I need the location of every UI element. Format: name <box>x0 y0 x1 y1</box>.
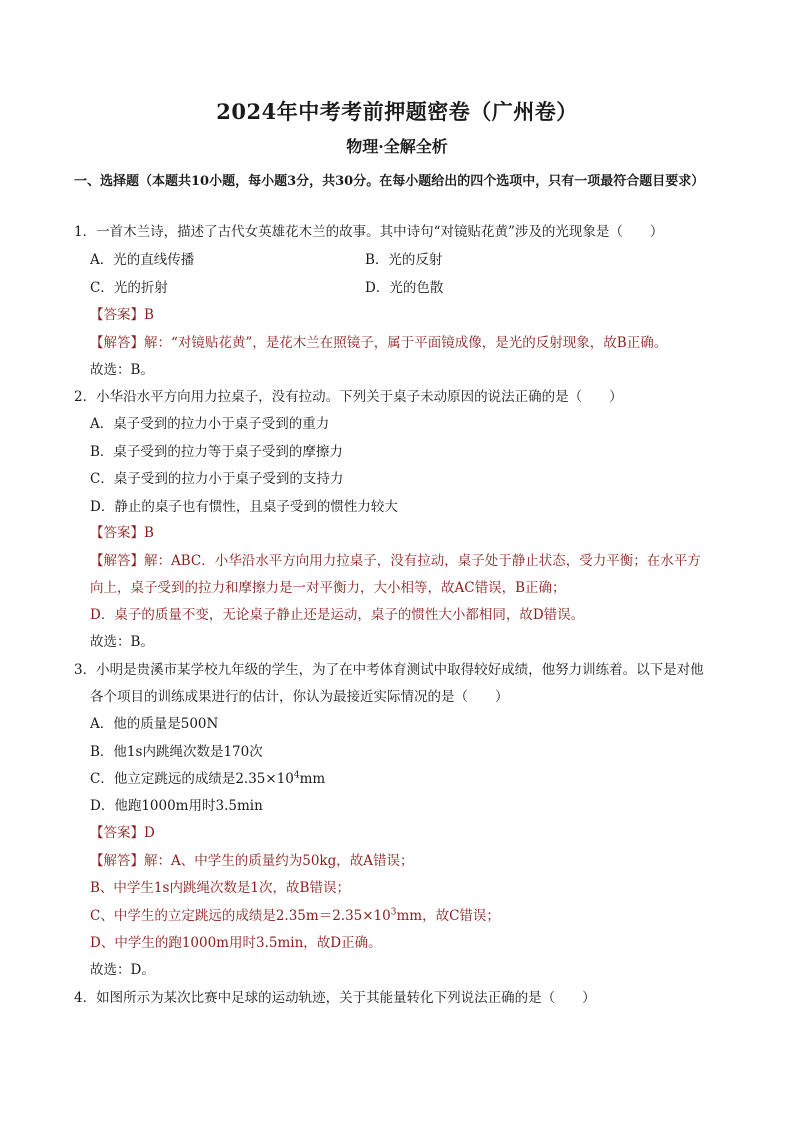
q2-stem: 2．小华沿水平方向用力拉桌子，没有拉动。下列关于桌子未动原因的说法正确的是（ ） <box>74 389 623 405</box>
q4-stem: 4．如图所示为某次比赛中足球的运动轨迹，关于其能量转化下列说法正确的是（ ） <box>74 990 596 1006</box>
q1-option-b: B．光的反射 <box>365 252 443 268</box>
q2-option-b: B．桌子受到的拉力等于桌子受到的摩擦力 <box>90 444 343 460</box>
page-subtitle: 物理·全解全析 <box>346 137 448 156</box>
q2-option-c: C．桌子受到的拉力小于桌子受到的支持力 <box>90 471 344 487</box>
q1-option-a: A．光的直线传播 <box>90 252 195 268</box>
q1-analysis: 【解答】解：“对镜贴花黄”，是花木兰在照镜子，属于平面镜成像，是光的反射现象，故B正确。 <box>90 335 668 351</box>
q3-analysis-3-unit: mm，故C错误； <box>396 908 500 924</box>
section-heading: 一、选择题（本题共10小题，每小题3分，共30分。在每小题给出的四个选项中，只有一项最符合题目要求） <box>74 174 705 189</box>
q2-choose: 故选：B。 <box>90 634 154 650</box>
q3-choose: 故选：D。 <box>90 962 155 978</box>
q1-option-d: D．光的色散 <box>365 280 444 296</box>
q3-analysis-3 <box>90 906 500 926</box>
q3-option-c-unit: mm <box>299 771 326 787</box>
q3-option-c <box>90 769 325 789</box>
q3-analysis-4: D、中学生的跑1000m用时3.5min，故D正确。 <box>90 935 382 951</box>
q2-answer: 【答案】B <box>90 525 154 541</box>
q3-analysis-3-exponent: 3 <box>390 907 397 918</box>
q3-analysis-3-text: C、中学生的立定跳远的成绩是2.35m＝2.35×10 <box>90 908 391 924</box>
q3-stem-2: 各个项目的训练成果进行的估计，你认为最接近实际情况的是（ ） <box>90 689 509 705</box>
q2-option-a: A．桌子受到的拉力小于桌子受到的重力 <box>90 416 330 432</box>
q2-analysis-1: 【解答】解：ABC．小华沿水平方向用力拉桌子，没有拉动，桌子处于静止状态，受力平衡；在水平方 <box>90 553 701 569</box>
q3-option-c-text: C．他立定跳远的成绩是2.35×10 <box>90 771 294 787</box>
q3-answer: 【答案】D <box>90 825 155 841</box>
q2-option-d: D．静止的桌子也有惯性，且桌子受到的惯性力较大 <box>90 499 398 515</box>
q3-option-a: A．他的质量是500N <box>90 716 219 732</box>
q3-stem-1: 3．小明是贵溪市某学校九年级的学生，为了在中考体育测试中取得较好成绩，他努力训练着。以下是对他 <box>74 662 704 678</box>
q2-analysis-2: 向上，桌子受到的拉力和摩擦力是一对平衡力，大小相等，故AC错误，B正确； <box>90 580 566 596</box>
page-title: 2024年中考考前押题密卷（广州卷） <box>216 99 578 124</box>
q3-analysis-1: 【解答】解：A、中学生的质量约为50kg，故A错误； <box>90 853 414 869</box>
q2-analysis-3: D．桌子的质量不变，无论桌子静止还是运动，桌子的惯性大小都相同，故D错误。 <box>90 607 585 623</box>
q3-option-b: B．他1s内跳绳次数是170次 <box>90 744 263 760</box>
q3-analysis-2: B、中学生1s内跳绳次数是1次，故B错误； <box>90 880 350 896</box>
q3-option-c-exponent: 4 <box>293 770 300 781</box>
q3-option-d: D．他跑1000m用时3.5min <box>90 798 263 814</box>
q1-choose: 故选：B。 <box>90 362 154 378</box>
q1-stem: 1．一首木兰诗，描述了古代女英雄花木兰的故事。其中诗句“对镜贴花黄”涉及的光现象是（ ） <box>74 224 664 240</box>
q1-answer: 【答案】B <box>90 307 154 323</box>
q1-option-c: C．光的折射 <box>90 280 168 296</box>
